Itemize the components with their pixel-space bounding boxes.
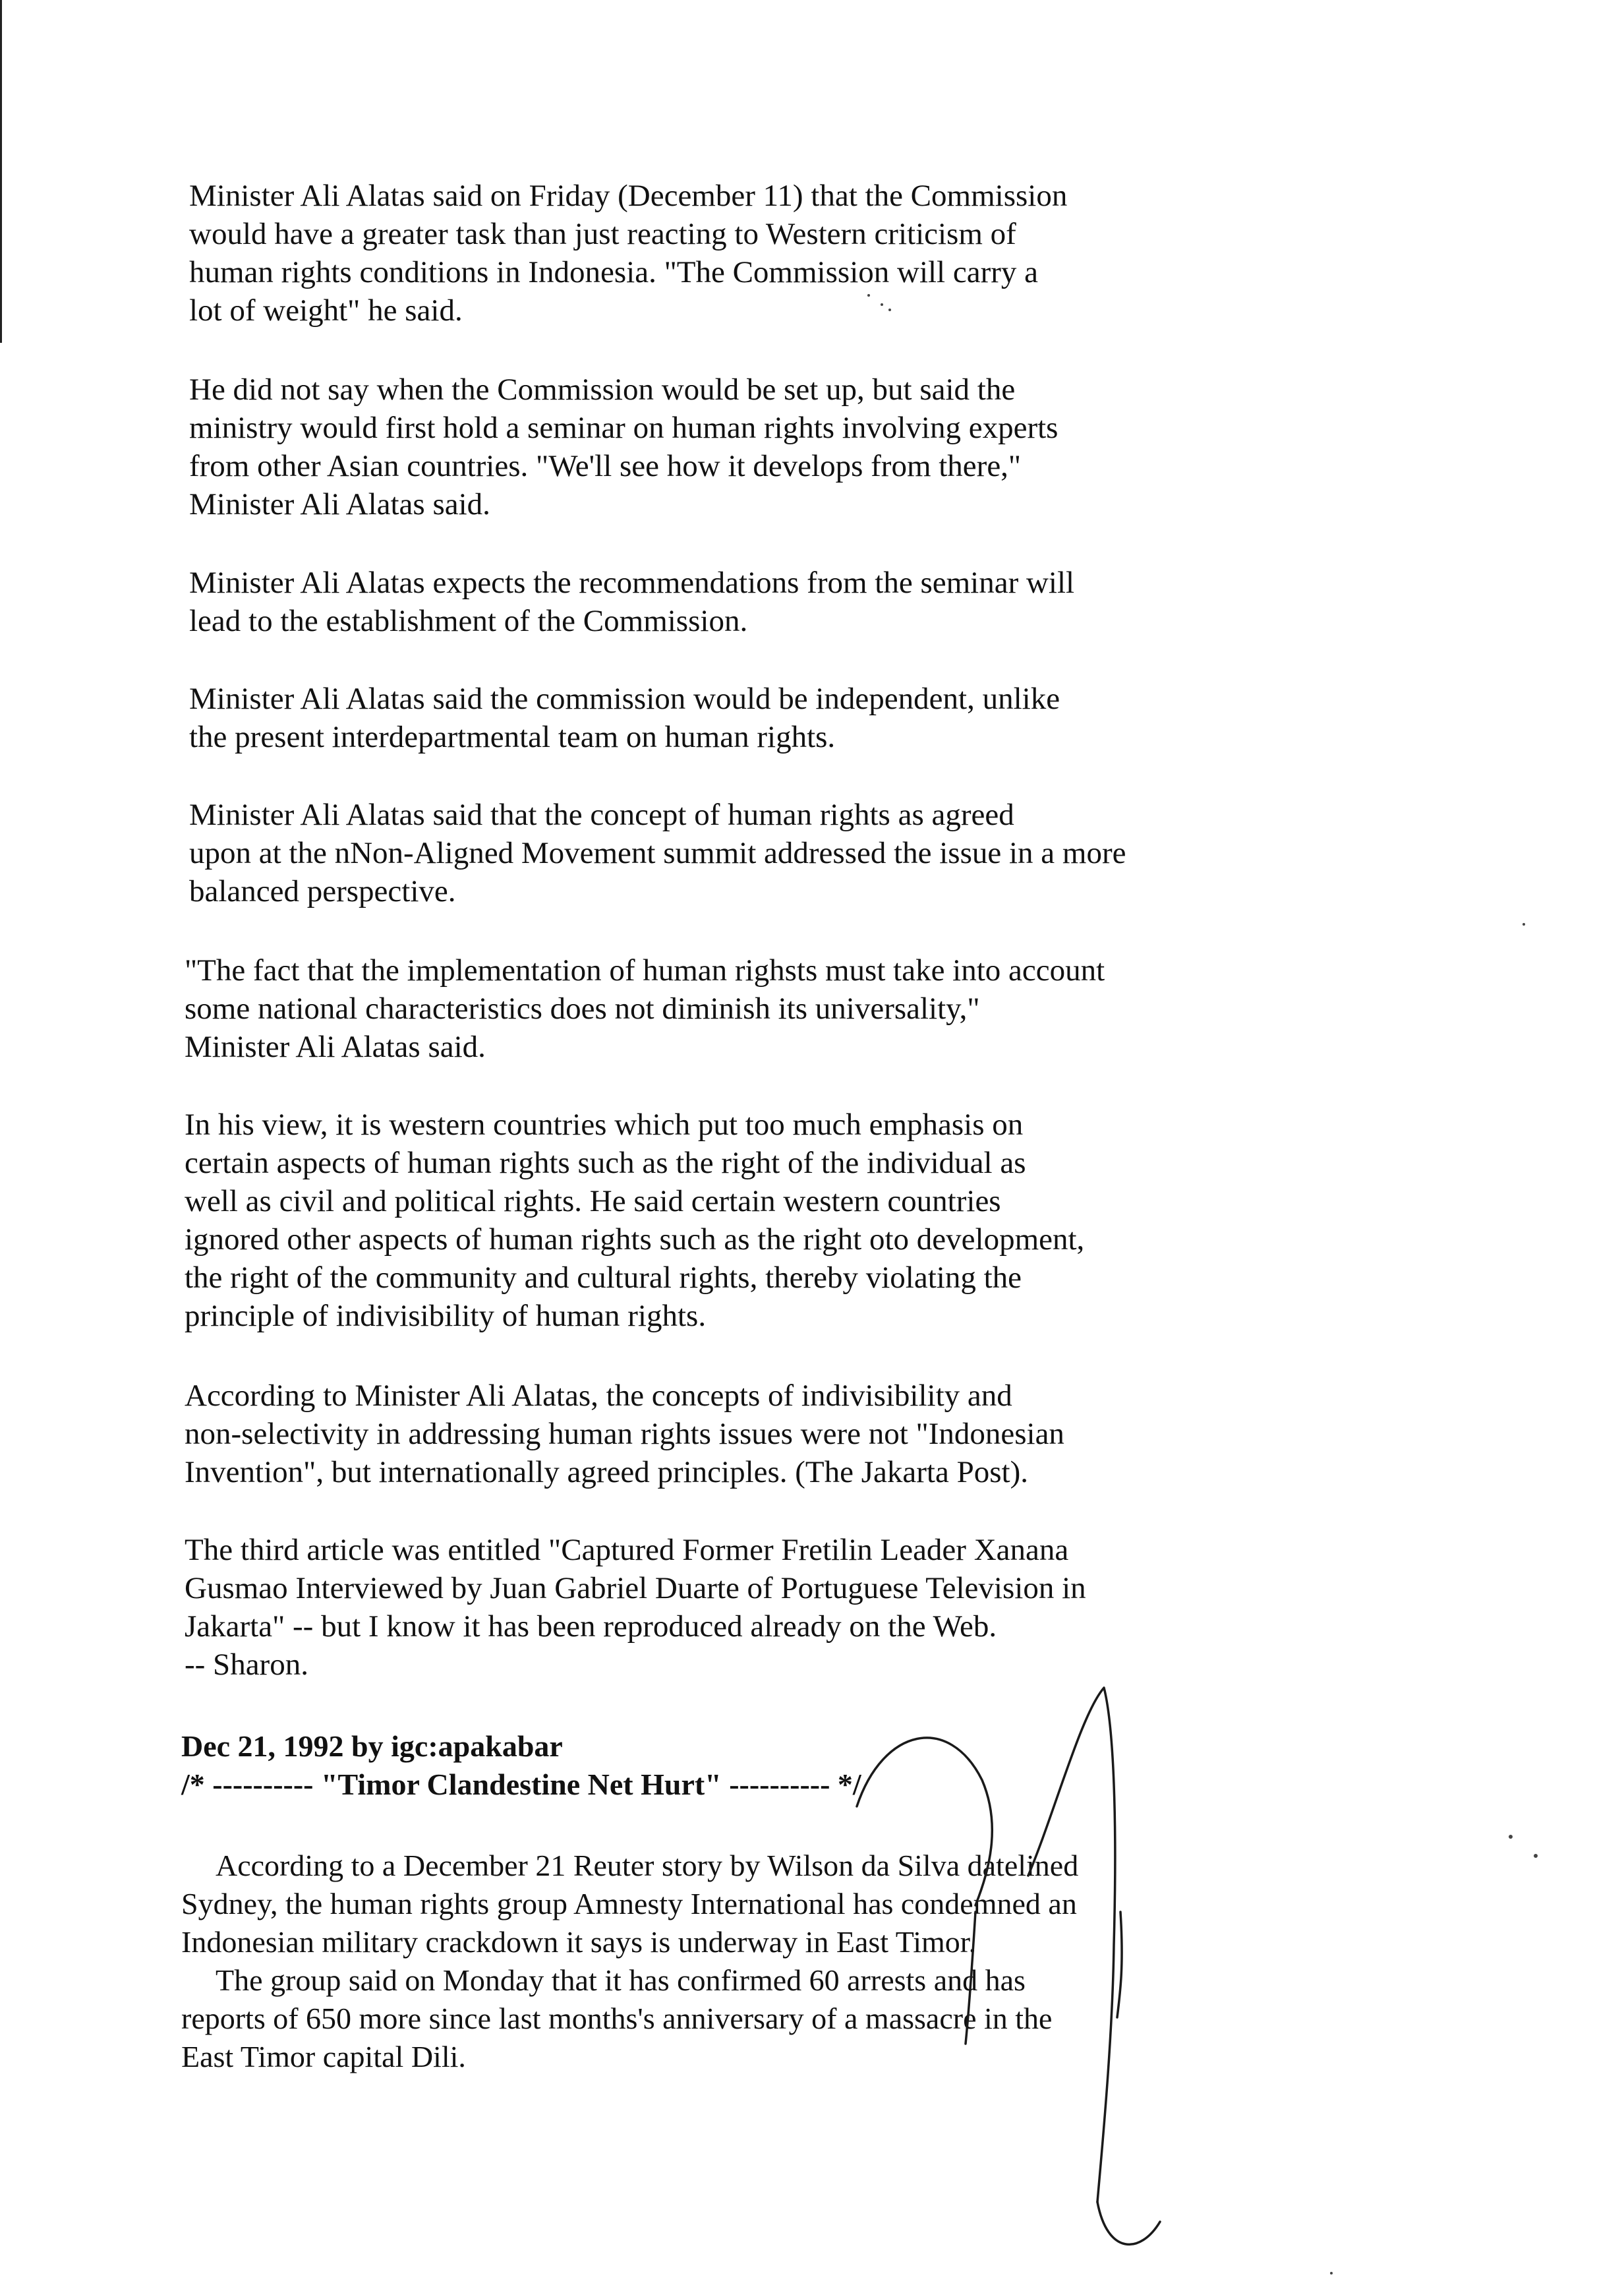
- text-line: well as civil and political rights. He said certain western countries: [185, 1184, 1001, 1218]
- scan-speck: [1534, 1854, 1538, 1858]
- paragraph-third-article: [185, 1531, 1086, 1684]
- text-line: Indonesian military crackdown it says is underway in East Timor.: [181, 1925, 977, 1959]
- text-line: lot of weight" he said.: [189, 293, 463, 328]
- story-paragraph-amnesty: [181, 1847, 1078, 1961]
- text-line: the right of the community and cultural rights, thereby violating the: [185, 1261, 1022, 1295]
- signature-stroke-vertical: [1117, 1912, 1122, 2017]
- text-line: Minister Ali Alatas said.: [189, 487, 490, 521]
- text-line: would have a greater task than just reacting to Western criticism of: [189, 217, 1016, 251]
- text-line: principle of indivisibility of human rights.: [185, 1299, 707, 1333]
- signature-stroke-tail: [1097, 2202, 1160, 2244]
- text-line: He did not say when the Commission would be set up, but said the: [189, 372, 1016, 407]
- text-line: In his view, it is western countries which put too much emphasis on: [185, 1108, 1024, 1142]
- scan-speck: [1330, 2272, 1333, 2274]
- text-line: According to Minister Ali Alatas, the concepts of indivisibility and: [185, 1379, 1012, 1413]
- text-line: from other Asian countries. "We'll see how it develops from there,": [189, 449, 1022, 483]
- text-line: "The fact that the implementation of human righsts must take into account: [185, 953, 1105, 988]
- story-paragraph-arrests: [181, 1961, 1052, 2076]
- paragraph-independent: [189, 680, 1060, 756]
- text-line: balanced perspective.: [189, 874, 456, 908]
- text-line: Minister Ali Alatas said the commission would be independent, unlike: [189, 682, 1060, 716]
- text-line: certain aspects of human rights such as the right of the individual as: [185, 1146, 1026, 1180]
- text-line: ministry would first hold a seminar on human rights involving experts: [189, 411, 1058, 445]
- text-line: the present interdepartmental team on human rights.: [189, 720, 836, 754]
- paragraph-commission-task: [189, 177, 1067, 330]
- text-line: Sydney, the human rights group Amnesty International has condemned an: [181, 1887, 1077, 1920]
- text-line: Minister Ali Alatas said that the concept of human rights as agreed: [189, 798, 1014, 832]
- paragraph-indivisibility: [185, 1377, 1064, 1491]
- text-line: The third article was entitled "Captured Former Fretilin Leader Xanana: [185, 1533, 1069, 1567]
- text-line: The group said on Monday that it has confirmed 60 arrests and has: [216, 1963, 1026, 1997]
- text-line: Gusmao Interviewed by Juan Gabriel Duarte of Portuguese Television in: [185, 1571, 1086, 1605]
- text-line: Jakarta" -- but I know it has been reproduced already on the Web.: [185, 1609, 997, 1644]
- text-line: non-selectivity in addressing human rights issues were not "Indonesian: [185, 1417, 1064, 1451]
- scan-edge-mark: [0, 0, 2, 343]
- scan-speck: [1509, 1835, 1513, 1839]
- text-line: -- Sharon.: [185, 1648, 308, 1682]
- text-line: upon at the nNon-Aligned Movement summit addressed the issue in a more: [189, 836, 1126, 870]
- text-line: human rights conditions in Indonesia. "The Commission will carry a: [189, 255, 1039, 289]
- paragraph-non-aligned: [189, 796, 1126, 910]
- text-line: lead to the establishment of the Commission.: [189, 604, 748, 638]
- text-line: some national characteristics does not diminish its universality,": [185, 992, 980, 1026]
- article-title: /* ---------- "Timor Clandestine Net Hurt" ---------- */: [181, 1768, 861, 1801]
- text-line: Minister Ali Alatas expects the recommendations from the seminar will: [189, 566, 1075, 600]
- article-heading: [181, 1727, 861, 1804]
- text-line: Minister Ali Alatas said.: [185, 1030, 486, 1064]
- scan-speck: [1522, 923, 1525, 926]
- paragraph-universality-quote: [185, 951, 1105, 1066]
- text-line: ignored other aspects of human rights such as the right oto development,: [185, 1222, 1085, 1257]
- text-line: Invention", but internationally agreed principles. (The Jakarta Post).: [185, 1455, 1028, 1489]
- text-line: According to a December 21 Reuter story by Wilson da Silva datelined: [216, 1849, 1079, 1882]
- article-date-byline: Dec 21, 1992 by igc:apakabar: [181, 1729, 563, 1763]
- text-line: Minister Ali Alatas said on Friday (December 11) that the Commission: [189, 179, 1068, 213]
- paragraph-seminar: [189, 371, 1058, 523]
- text-line: East Timor capital Dili.: [181, 2040, 466, 2073]
- paragraph-western-emphasis: [185, 1106, 1084, 1335]
- paragraph-recommendations: [189, 564, 1074, 640]
- text-line: reports of 650 more since last months's anniversary of a massacre in the: [181, 2002, 1053, 2035]
